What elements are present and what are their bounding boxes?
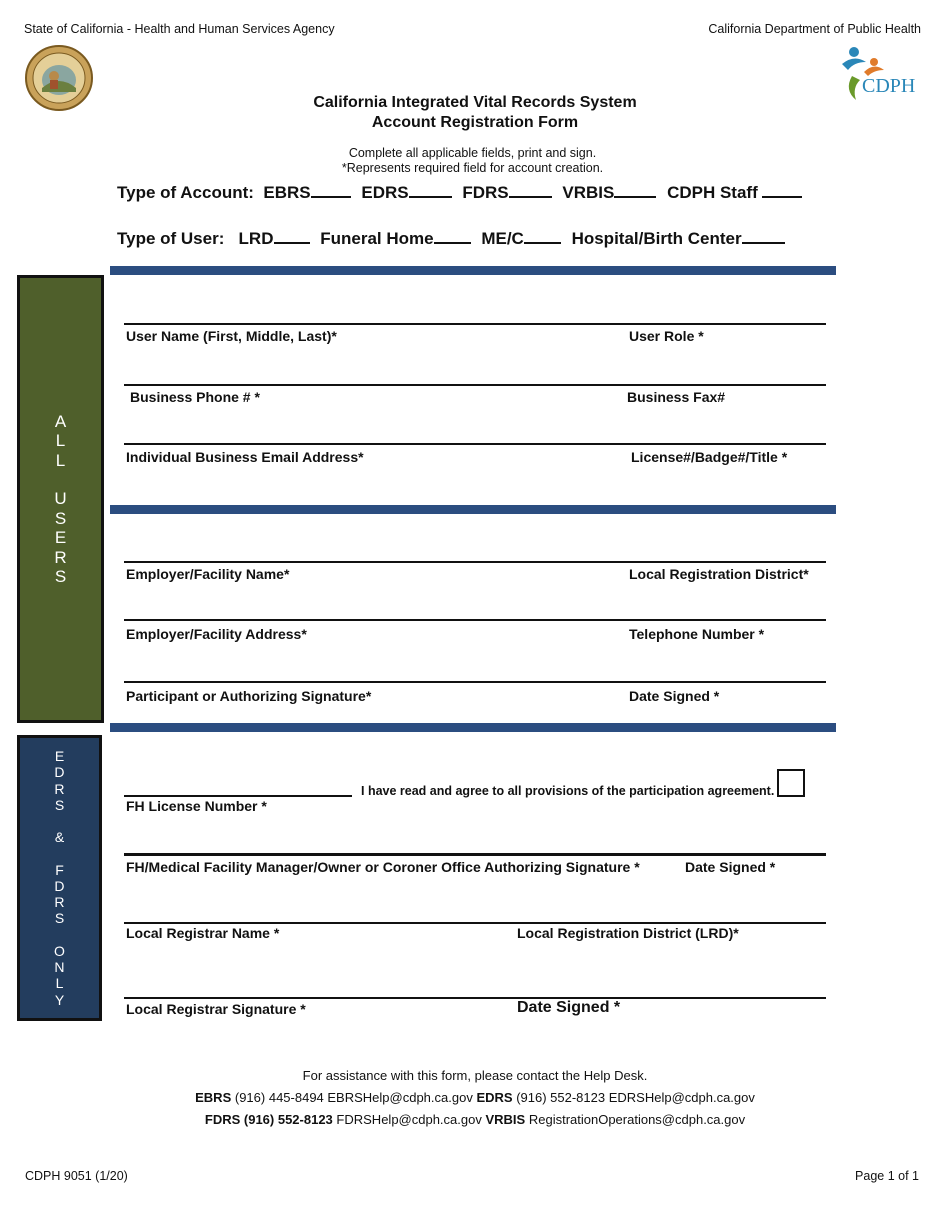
- date-signed-label: Date Signed *: [629, 688, 720, 704]
- account-option-fdrs: FDRS: [462, 183, 509, 202]
- email-label: Individual Business Email Address*: [126, 449, 364, 465]
- fdrs-blank[interactable]: [509, 184, 552, 198]
- account-option-cdph-staff: CDPH Staff: [667, 183, 758, 202]
- form-system-title: California Integrated Vital Records System: [313, 94, 637, 111]
- mec-blank[interactable]: [524, 230, 561, 244]
- registrar-name-line[interactable]: [124, 922, 826, 924]
- vrbis-blank[interactable]: [614, 184, 656, 198]
- user-option-lrd: LRD: [238, 229, 274, 248]
- edrs-fdrs-vertical-label: E D R S & F D R S O N L Y: [54, 748, 65, 1008]
- cdph-staff-blank[interactable]: [762, 184, 802, 198]
- agreement-text: I have read and agree to all provisions of the participation agreement.: [361, 784, 775, 798]
- page-number: Page 1 of 1: [855, 1169, 919, 1183]
- license-label: License#/Badge#/Title *: [631, 449, 788, 465]
- account-option-ebrs: EBRS: [263, 183, 311, 202]
- user-option-funeral-home: Funeral Home: [320, 229, 434, 248]
- registrar-date-label: Date Signed *: [517, 999, 621, 1016]
- user-option-mec: ME/C: [481, 229, 524, 248]
- employer-name-label: Employer/Facility Name*: [126, 566, 290, 582]
- manager-date-label: Date Signed *: [685, 859, 776, 875]
- edrs-contact: (916) 552-8123 EDRSHelp@cdph.ca.gov: [516, 1090, 755, 1105]
- ebrs-blank[interactable]: [311, 184, 351, 198]
- telephone-label: Telephone Number *: [629, 626, 765, 642]
- account-type-label: Type of Account:: [117, 183, 254, 202]
- funeral-home-blank[interactable]: [434, 230, 471, 244]
- edrs-blank[interactable]: [409, 184, 452, 198]
- all-users-vertical-label: A L L U S E R S: [54, 411, 67, 586]
- help-desk-text: For assistance with this form, please contact the Help Desk.: [302, 1068, 648, 1083]
- fdrs-vrbis-contacts: [0, 1112, 950, 1127]
- form-title: Account Registration Form: [371, 114, 579, 131]
- signature-line[interactable]: [124, 681, 826, 683]
- fdrs-contact: FDRSHelp@cdph.ca.gov: [336, 1112, 482, 1127]
- user-name-line[interactable]: [124, 323, 826, 325]
- lrd-label: Local Registration District*: [629, 566, 809, 582]
- vrbis-label: VRBIS: [485, 1112, 526, 1127]
- agreement-checkbox[interactable]: [777, 769, 805, 797]
- user-type-row: [117, 229, 791, 249]
- required-note: *Represents required field for account creation.: [341, 161, 604, 175]
- edrs-label: EDRS: [476, 1090, 513, 1105]
- ebrs-contact: (916) 445-8494 EBRSHelp@cdph.ca.gov: [234, 1090, 473, 1105]
- hospital-blank[interactable]: [742, 230, 785, 244]
- registrar-signature-label: Local Registrar Signature *: [126, 1001, 306, 1017]
- fh-license-label: FH License Number *: [126, 798, 267, 814]
- instruction-text: Complete all applicable fields, print and sign.: [348, 146, 597, 160]
- signature-label: Participant or Authorizing Signature*: [126, 688, 372, 704]
- lrd-blank[interactable]: [274, 230, 310, 244]
- account-type-row: [117, 183, 808, 203]
- manager-signature-label: FH/Medical Facility Manager/Owner or Coroner Office Authorizing Signature *: [126, 859, 640, 875]
- registrar-lrd-label: Local Registration District (LRD)*: [517, 925, 739, 941]
- fdrs-label: FDRS (916) 552-8123: [204, 1112, 333, 1127]
- business-fax-label: Business Fax#: [627, 389, 726, 405]
- employer-address-line[interactable]: [124, 619, 826, 621]
- user-option-hospital: Hospital/Birth Center: [571, 229, 742, 248]
- agency-header: State of California - Health and Human Services Agency: [24, 22, 335, 36]
- form-id: CDPH 9051 (1/20): [25, 1169, 128, 1183]
- ebrs-label: EBRS: [195, 1090, 232, 1105]
- user-name-label: User Name (First, Middle, Last)*: [126, 328, 337, 344]
- email-line[interactable]: [124, 443, 826, 445]
- user-role-label: User Role *: [629, 328, 704, 344]
- ebrs-edrs-contacts: [0, 1090, 950, 1105]
- employer-name-line[interactable]: [124, 561, 826, 563]
- manager-signature-line[interactable]: [124, 853, 826, 856]
- business-phone-label: Business Phone # *: [130, 389, 260, 405]
- section-divider-bottom: [110, 723, 836, 732]
- fh-license-line[interactable]: [124, 795, 352, 797]
- svg-text:CDPH: CDPH: [862, 75, 916, 97]
- user-type-label: Type of User:: [117, 229, 225, 248]
- registrar-name-label: Local Registrar Name *: [126, 925, 280, 941]
- employer-address-label: Employer/Facility Address*: [126, 626, 307, 642]
- registrar-signature-line[interactable]: [124, 997, 826, 999]
- edrs-fdrs-sidebar: [17, 735, 102, 1021]
- department-header: California Department of Public Health: [708, 22, 921, 36]
- section-divider-middle: [110, 505, 836, 514]
- business-phone-line[interactable]: [124, 384, 826, 386]
- account-option-vrbis: VRBIS: [562, 183, 615, 202]
- vrbis-contact: RegistrationOperations@cdph.ca.gov: [528, 1112, 746, 1127]
- all-users-sidebar: [17, 275, 104, 723]
- section-divider-top: [110, 266, 836, 275]
- account-option-edrs: EDRS: [361, 183, 409, 202]
